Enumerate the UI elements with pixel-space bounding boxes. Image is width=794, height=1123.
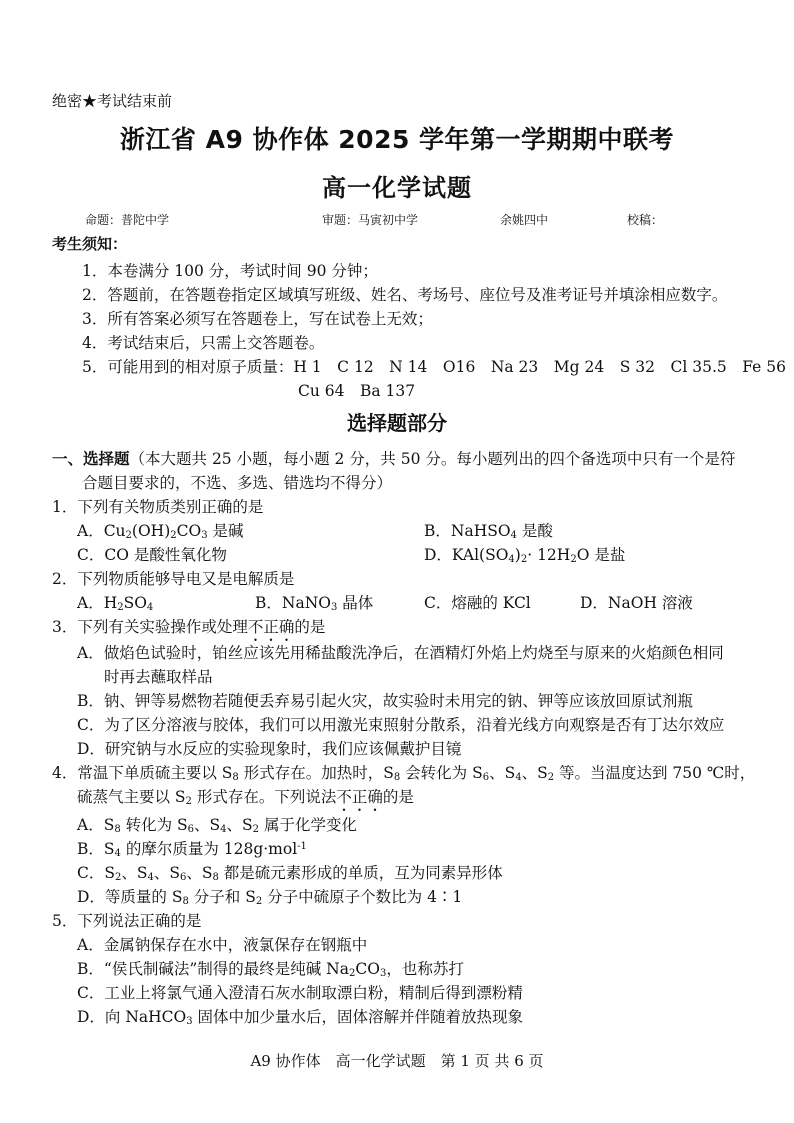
question-1-option-c: C．CO 是酸性氧化物: [77, 546, 227, 564]
question-3-option-d: D．研究钠与水反应的实验现象时，我们应该佩戴护目镜: [77, 740, 462, 758]
notice-item: 2．答题前，在答题卷指定区域填写班级、姓名、考场号、座位号及准考证号并填涂相应数字。: [82, 286, 728, 304]
question-3-option-c: C．为了区分溶液与胶体，我们可以用激光束照射分散系，沿着光线方向观察是否有丁达尔效应: [77, 716, 725, 734]
part-label: 一、选择题: [52, 449, 130, 468]
part-description-cont: 合题目要求的，不选、多选、错选均不得分）: [82, 474, 393, 492]
question-1-option-a: A．$Cu_2(OH)_2CO_3$ 是碱: [77, 522, 244, 541]
notice-item: 4．考试结束后，只需上交答题卷。: [82, 334, 325, 352]
question-2-option-d: D．NaOH 溶液: [580, 594, 693, 612]
question-3-option-a: A．做焰色试验时，铂丝应该先用稀盐酸洗净后，在酒精灯外焰上灼烧至与原来的火焰颜色相同: [77, 644, 724, 662]
question-3-option-b: B．钠、钾等易燃物若随便丢弃易引起火灾，故实验时未用完的钠、钾等应该放回原试剂瓶: [77, 692, 693, 710]
section-title: 选择题部分: [347, 411, 447, 435]
question-1-stem: 1．下列有关物质类别正确的是: [52, 498, 264, 516]
question-5-stem: 5．下列说法正确的是: [52, 912, 202, 930]
exam-subtitle: 高一化学试题: [322, 174, 472, 202]
reviewer: 审题：马寅初中学: [322, 213, 419, 227]
question-1-option-b: B．NaHSO$_4$ 是酸: [424, 522, 553, 541]
proofreader: 校稿：: [627, 213, 664, 227]
notice-item: 5．可能用到的相对原子质量：H 1 C 12 N 14 O16 Na 23 Mg 24 S 32 Cl 35.5 Fe 56: [82, 358, 786, 376]
question-5-option-b: B．“侯氏制碱法”制得的最终是纯碱 $Na_2CO_3$，也称苏打: [77, 960, 464, 979]
notice-item: Cu 64 Ba 137: [298, 382, 416, 400]
part-description: 一、选择题（本大题共 25 小题，每小题 2 分，共 50 分。每小题列出的四个备选项中只有一个是符: [52, 449, 736, 468]
question-3-stem: 3．下列有关实验操作或处理不正确的是: [52, 618, 326, 636]
proposer: 命题：普陀中学: [85, 213, 170, 227]
notice-heading: 考生须知：: [52, 235, 128, 253]
question-5-option-d: D．向 NaHCO$_3$ 固体中加少量水后，固体溶解并伴随着放热现象: [77, 1008, 524, 1027]
question-2-option-b: B．NaNO$_3$ 晶体: [255, 594, 374, 613]
question-4-stem: 4．常温下单质硫主要以 $S_8$ 形式存在。加热时，$S_8$ 会转化为 $S_6$、$S_4$、$S_2$ 等。当温度达到 750 ℃时，: [52, 764, 756, 783]
exam-title: 浙江省 A9 协作体 2025 学年第一学期期中联考: [119, 125, 675, 154]
confidential-label: 绝密★考试结束前: [52, 92, 173, 110]
question-5-option-a: A．金属钠保存在水中，液氯保存在钢瓶中: [77, 936, 368, 954]
question-5-option-c: C．工业上将氯气通入澄清石灰水制取漂白粉，精制后得到漂粉精: [77, 984, 523, 1002]
question-2-stem: 2．下列物质能够导电又是电解质是: [52, 570, 295, 588]
notice-item: 1．本卷满分 100 分，考试时间 90 分钟；: [82, 262, 378, 280]
page-footer: A9 协作体 高一化学试题 第 1 页 共 6 页: [250, 1052, 544, 1070]
question-4-option-c: C．$S_2$、$S_4$、$S_6$、$S_8$ 都是硫元素形成的单质，互为同素异形体: [77, 864, 503, 883]
question-3-option-a-cont: 时再去蘸取样品: [104, 668, 213, 686]
question-4-option-a: A．$S_8$ 转化为 $S_6$、$S_4$、$S_2$ 属于化学变化: [77, 816, 357, 835]
notice-item: 3．所有答案必须写在答题卷上，写在试卷上无效；: [82, 310, 433, 328]
question-2-option-c: C．熔融的 KCl: [424, 594, 531, 612]
question-4-option-b: B．$S_4$ 的摩尔质量为 128g·mol$^{-1}$: [77, 840, 307, 859]
question-4-stem-cont: 硫蒸气主要以 $S_2$ 形式存在。下列说法不正确的是: [77, 788, 414, 807]
question-1-option-d: D．$KAl(SO_4)_2\cdot 12H_2O$ 是盐: [424, 546, 626, 565]
question-4-option-d: D．等质量的 $S_8$ 分子和 $S_2$ 分子中硫原子个数比为 4∶1: [77, 888, 463, 907]
reviewer-2: 余姚四中: [500, 213, 549, 227]
question-2-option-a: A．$H_2SO_4$: [77, 594, 154, 613]
